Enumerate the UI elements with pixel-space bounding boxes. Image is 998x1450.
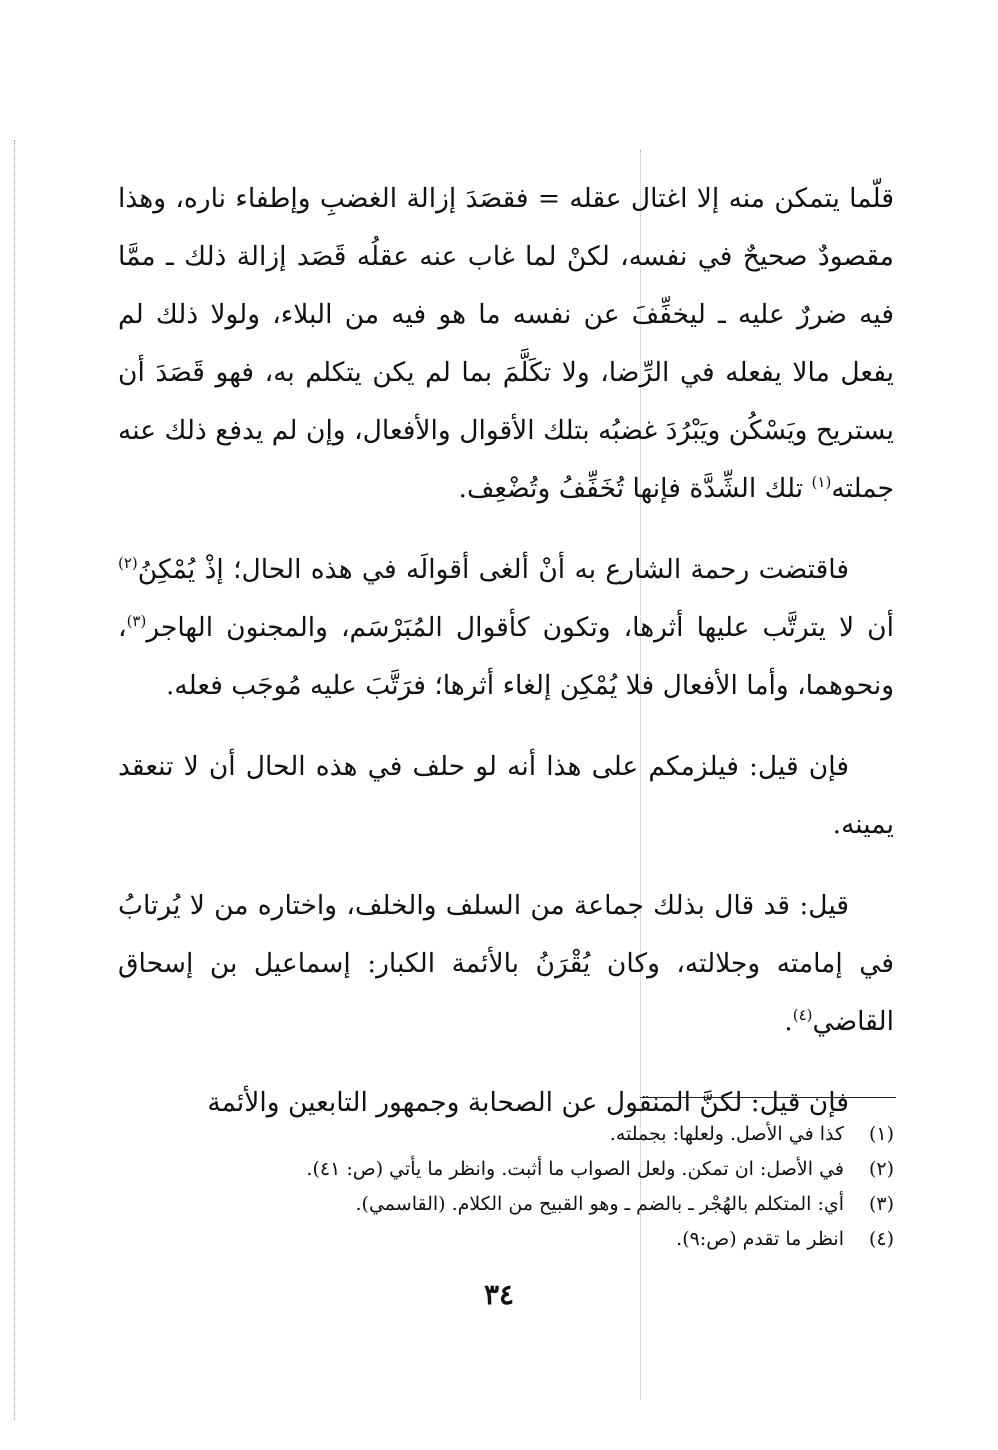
paragraph-5-text: فإن قيل: لكنَّ المنقول عن الصحابة وجمهور التابعين والأئمة [207, 1087, 849, 1118]
scan-edge-line [14, 140, 15, 1420]
footnote-4 [118, 1222, 894, 1257]
footnote-separator [640, 1097, 896, 1098]
footnote-1 [118, 1117, 894, 1152]
footnote-text: أي: المتكلم بالهُجْر ـ بالضم ـ وهو القبيح من الكلام. (القاسمي). [355, 1193, 844, 1215]
paragraph-4 [118, 877, 894, 1051]
footnote-number: (٢) [868, 1158, 894, 1180]
paragraph-1-text-end: تلك الشِّدَّة فإنها تُخَفِّفُ وتُضْعِف. [458, 473, 812, 504]
footnote-ref-3: (٣) [126, 612, 147, 631]
footnote-ref-1: (١) [811, 473, 832, 492]
footnote-ref-2: (٢) [118, 554, 138, 573]
paragraph-1-text: قلّما يتمكن منه إلا اغتال عقله = فقصَدَ إزالة الغضبِ وإطفاء ناره، وهذا مقصودٌ صحيحٌ في نفسه، لكنْ لما غاب عنه عقلُه قَصَد إزالة ذلك ـ ممَّا فيه ضررٌ عليه ـ ليخفِّفَ عن نفسه ما هو فيه من البلاء، ولولا ذلك لم يفعل مالا يفعله في الرِّضا، ولا تكَلَّمَ بما لم يكن يتكلم به، فهو قَصَدَ أن يستريح ويَسْكُن ويَبْرُدَ غضبُه بتلك الأقوال والأفعال، وإن لم يدفع ذلك عنه جملته [118, 183, 894, 504]
main-text [118, 170, 894, 1155]
paragraph-3-text: فإن قيل: فيلزمكم على هذا أنه لو حلف في هذه الحال أن لا تنعقد يمينه. [118, 751, 894, 840]
paragraph-4-text: قيل: قد قال بذلك جماعة من السلف والخلف، واختاره من لا يُرتابُ في إمامته وجلالته، وكان يُقْرَنُ بالأئمة الكبار: إسماعيل بن إسحاق القاضي [118, 890, 894, 1037]
footnotes [118, 1117, 894, 1257]
paragraph-4-text-end: . [784, 1006, 793, 1037]
footnote-text: كذا في الأصل. ولعلها: بجملته. [609, 1123, 844, 1145]
footnote-text: انظر ما تقدم (ص:٩). [676, 1228, 844, 1250]
footnote-3 [118, 1187, 894, 1222]
footnote-text: في الأصل: ان تمكن. ولعل الصواب ما أثبت. وانظر ما يأتي (ص: ٤١). [306, 1158, 844, 1180]
footnote-ref-4: (٤) [792, 1006, 813, 1025]
footnote-number: (٤) [868, 1228, 894, 1250]
paragraph-2-text-end: ، ونحوهما، وأما الأفعال فلا يُمْكِن إلغاء أثرها؛ فرَتَّبَ عليه مُوجَب فعله. [118, 612, 894, 701]
footnote-number: (١) [868, 1123, 894, 1145]
paragraph-3 [118, 738, 894, 854]
paragraph-2-text-mid: أن لا يترتَّب عليها أثرها، وتكون كأقوال المُبَرْسَم، والمجنون الهاجر [146, 612, 894, 643]
page-number: ٣٤ [483, 1278, 515, 1311]
paragraph-2 [118, 541, 894, 715]
footnote-number: (٣) [868, 1193, 894, 1215]
footnote-2 [118, 1152, 894, 1187]
paragraph-2-text: فاقتضت رحمة الشارع به أنْ ألغى أقوالَه في هذه الحال؛ إذْ يُمْكِنُ [137, 554, 849, 585]
paragraph-1 [118, 170, 894, 518]
